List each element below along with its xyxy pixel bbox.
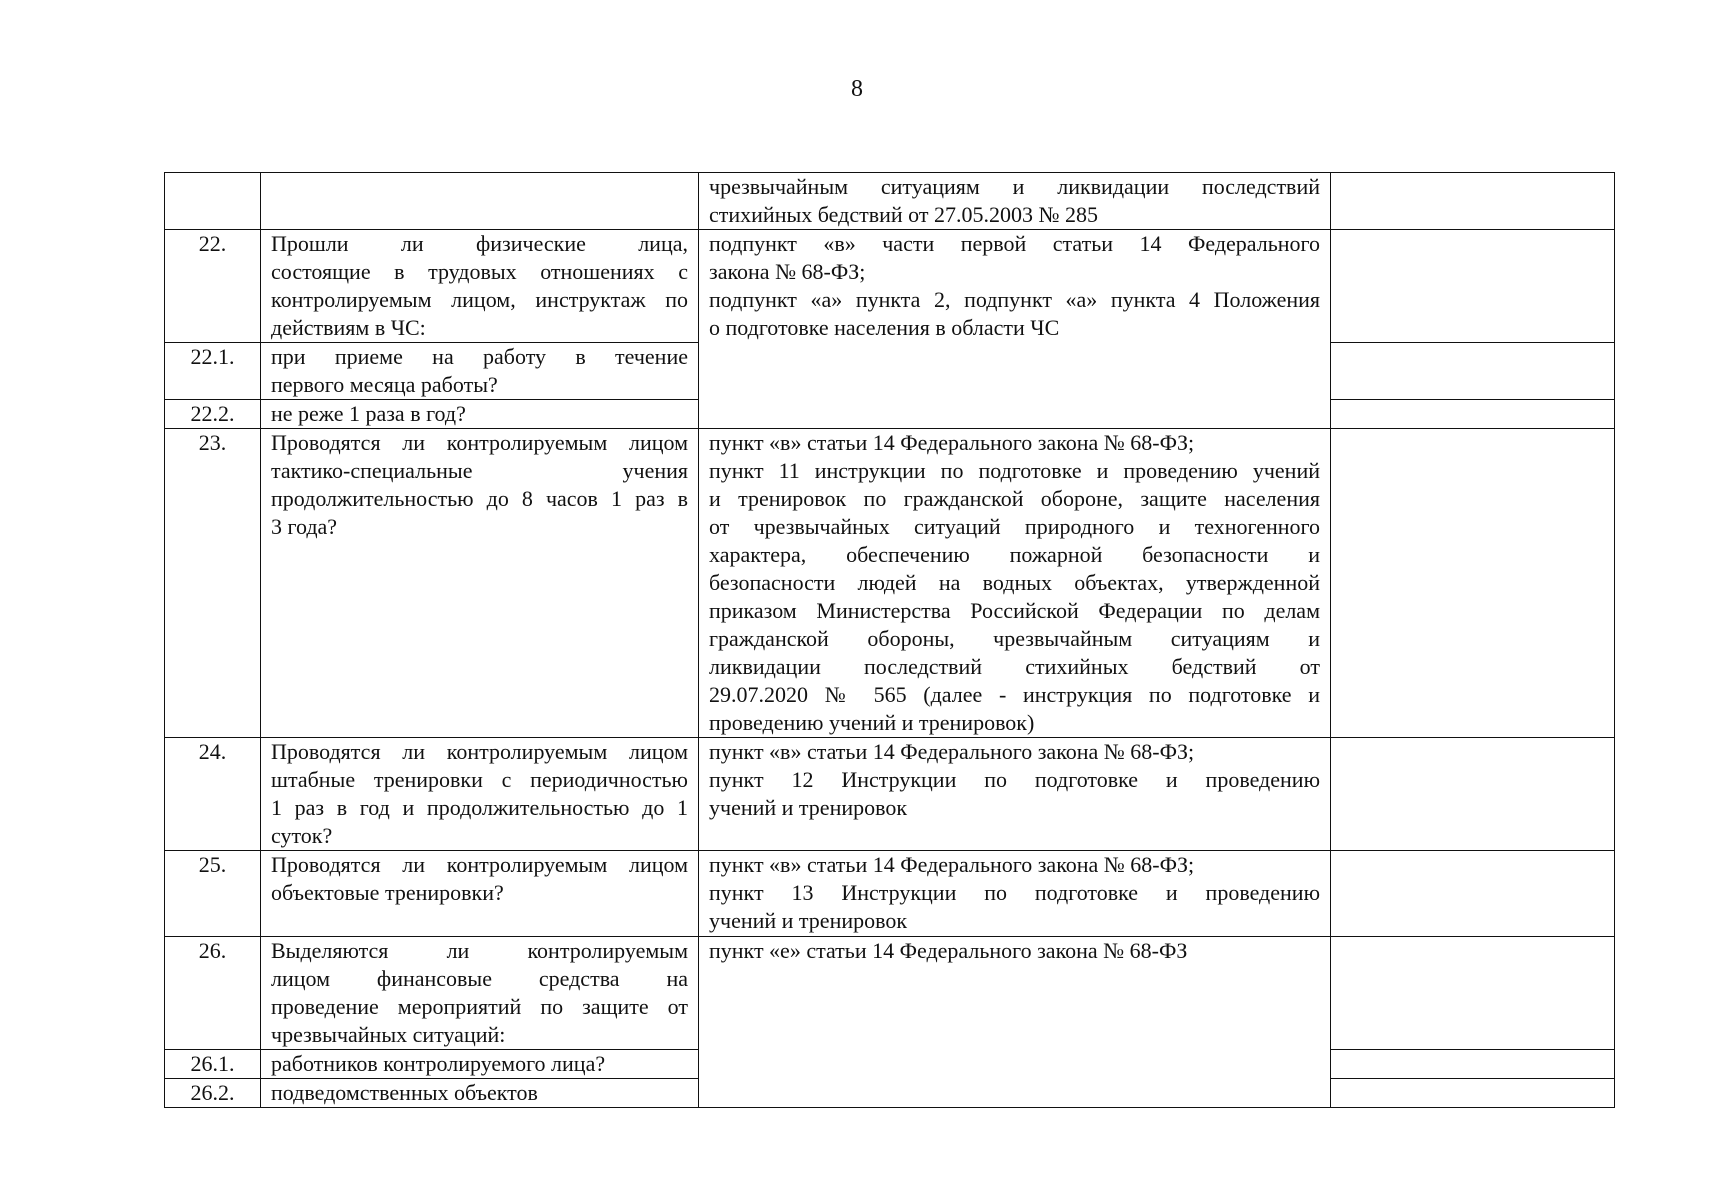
- answer-cell[interactable]: [1331, 1079, 1615, 1108]
- question-cell: [261, 851, 699, 937]
- text-line: проведению учений и тренировок): [709, 710, 1035, 735]
- item-number: 26.: [165, 937, 261, 1050]
- item-number: 25.: [165, 851, 261, 937]
- text-line: штабные тренировки с периодичностью: [271, 767, 688, 792]
- text-line: лицом финансовые средства на: [271, 966, 688, 991]
- question-cell: [261, 173, 699, 230]
- text-line: подпункт «а» пункта 2, подпункт «а» пункта 4 Положения: [709, 287, 1320, 312]
- legal-basis-paragraph: [709, 879, 1320, 935]
- text-line: контролируемым лицом, инструктаж по: [271, 287, 688, 312]
- answer-cell[interactable]: [1331, 173, 1615, 230]
- text-line: продолжительностью до 8 часов 1 раз в: [271, 486, 688, 511]
- question-cell: [261, 937, 699, 1050]
- answer-cell[interactable]: [1331, 400, 1615, 429]
- item-number: 26.1.: [165, 1050, 261, 1079]
- legal-basis-paragraph: [709, 230, 1320, 286]
- text-line: Проводятся ли контролируемым лицом: [271, 852, 688, 877]
- text-line: пункт «в» статьи 14 Федерального закона № 68-ФЗ;: [709, 852, 1195, 877]
- text-line: пункт «е» статьи 14 Федерального закона № 68-ФЗ: [709, 938, 1188, 963]
- text-line: характера, обеспечению пожарной безопасности и: [709, 542, 1320, 567]
- text-line: проведение мероприятий по защите от: [271, 994, 688, 1019]
- answer-cell[interactable]: [1331, 343, 1615, 400]
- question-cell: [261, 400, 699, 429]
- answer-cell[interactable]: [1331, 429, 1615, 738]
- text-line: тактико-специальные учения: [271, 458, 688, 483]
- answer-cell[interactable]: [1331, 937, 1615, 1050]
- text-line: Выделяются ли контролируемым: [271, 938, 688, 963]
- text-line: пункт 12 Инструкции по подготовке и проведению: [709, 767, 1320, 792]
- legal-basis-paragraph: [709, 457, 1320, 737]
- answer-cell[interactable]: [1331, 738, 1615, 851]
- text-line: состоящие в трудовых отношениях с: [271, 259, 688, 284]
- legal-basis-paragraph: [709, 766, 1320, 822]
- legal-basis-cell: [699, 173, 1331, 230]
- item-number: 23.: [165, 429, 261, 738]
- text-line: Проводятся ли контролируемым лицом: [271, 430, 688, 455]
- text-line: объектовые тренировки?: [271, 880, 504, 905]
- legal-basis-cell: [699, 937, 1331, 1108]
- text-line: 29.07.2020 № 565 (далее - инструкция по подготовке и: [709, 682, 1320, 707]
- text-line: от чрезвычайных ситуаций природного и техногенного: [709, 514, 1320, 539]
- legal-basis-paragraph: [709, 738, 1320, 766]
- text-line: чрезвычайным ситуациям и ликвидации последствий: [709, 174, 1320, 199]
- item-number: 26.2.: [165, 1079, 261, 1108]
- text-line: при приеме на работу в течение: [271, 344, 688, 369]
- text-line: гражданской обороны, чрезвычайным ситуациям и: [709, 626, 1320, 651]
- table-row: [165, 738, 1615, 851]
- page-number: 8: [851, 76, 863, 102]
- text-line: 3 года?: [271, 514, 338, 539]
- text-line: действиям в ЧС:: [271, 315, 426, 340]
- item-number: [165, 173, 261, 230]
- text-line: ликвидации последствий стихийных бедствий от: [709, 654, 1320, 679]
- legal-basis-paragraph: [709, 851, 1320, 879]
- answer-cell[interactable]: [1331, 230, 1615, 343]
- legal-basis-paragraph: [709, 429, 1320, 457]
- legal-basis-cell: [699, 851, 1331, 937]
- question-cell: [261, 1079, 699, 1108]
- table-row: [165, 937, 1615, 1050]
- text-line: учений и тренировок: [709, 908, 908, 933]
- text-line: подведомственных объектов: [271, 1080, 538, 1105]
- legal-basis-cell: [699, 230, 1331, 429]
- text-line: стихийных бедствий от 27.05.2003 № 285: [709, 202, 1098, 227]
- text-line: подпункт «в» части первой статьи 14 Федерального: [709, 231, 1320, 256]
- legal-basis-cell: [699, 738, 1331, 851]
- item-number: 24.: [165, 738, 261, 851]
- answer-cell[interactable]: [1331, 1050, 1615, 1079]
- item-number: 22.2.: [165, 400, 261, 429]
- checklist-table: [164, 172, 1615, 1108]
- legal-basis-paragraph: [709, 173, 1320, 229]
- item-number: 22.: [165, 230, 261, 343]
- table-row: [165, 429, 1615, 738]
- question-cell: [261, 1050, 699, 1079]
- question-cell: [261, 738, 699, 851]
- question-cell: [261, 343, 699, 400]
- table-row: [165, 230, 1615, 343]
- text-line: пункт 11 инструкции по подготовке и проведению учений: [709, 458, 1320, 483]
- answer-cell[interactable]: [1331, 851, 1615, 937]
- text-line: не реже 1 раза в год?: [271, 401, 466, 426]
- text-line: учений и тренировок: [709, 795, 908, 820]
- text-line: пункт «в» статьи 14 Федерального закона № 68-ФЗ;: [709, 430, 1195, 455]
- text-line: и тренировок по гражданской обороне, защите населения: [709, 486, 1320, 511]
- text-line: о подготовке населения в области ЧС: [709, 315, 1060, 340]
- text-line: приказом Министерства Российской Федерации по делам: [709, 598, 1320, 623]
- legal-basis-paragraph: [709, 937, 1320, 965]
- legal-basis-cell: [699, 429, 1331, 738]
- text-line: пункт «в» статьи 14 Федерального закона № 68-ФЗ;: [709, 739, 1195, 764]
- text-line: суток?: [271, 823, 333, 848]
- table-row: [165, 173, 1615, 230]
- table-row: [165, 851, 1615, 937]
- text-line: закона № 68-ФЗ;: [709, 259, 866, 284]
- text-line: работников контролируемого лица?: [271, 1051, 606, 1076]
- item-number: 22.1.: [165, 343, 261, 400]
- text-line: безопасности людей на водных объектах, утвержденной: [709, 570, 1320, 595]
- text-line: 1 раз в год и продолжительностью до 1: [271, 795, 688, 820]
- text-line: чрезвычайных ситуаций:: [271, 1022, 506, 1047]
- question-cell: [261, 230, 699, 343]
- text-line: Прошли ли физические лица,: [271, 231, 688, 256]
- legal-basis-paragraph: [709, 286, 1320, 342]
- text-line: Проводятся ли контролируемым лицом: [271, 739, 688, 764]
- text-line: первого месяца работы?: [271, 372, 498, 397]
- question-cell: [261, 429, 699, 738]
- text-line: пункт 13 Инструкции по подготовке и проведению: [709, 880, 1320, 905]
